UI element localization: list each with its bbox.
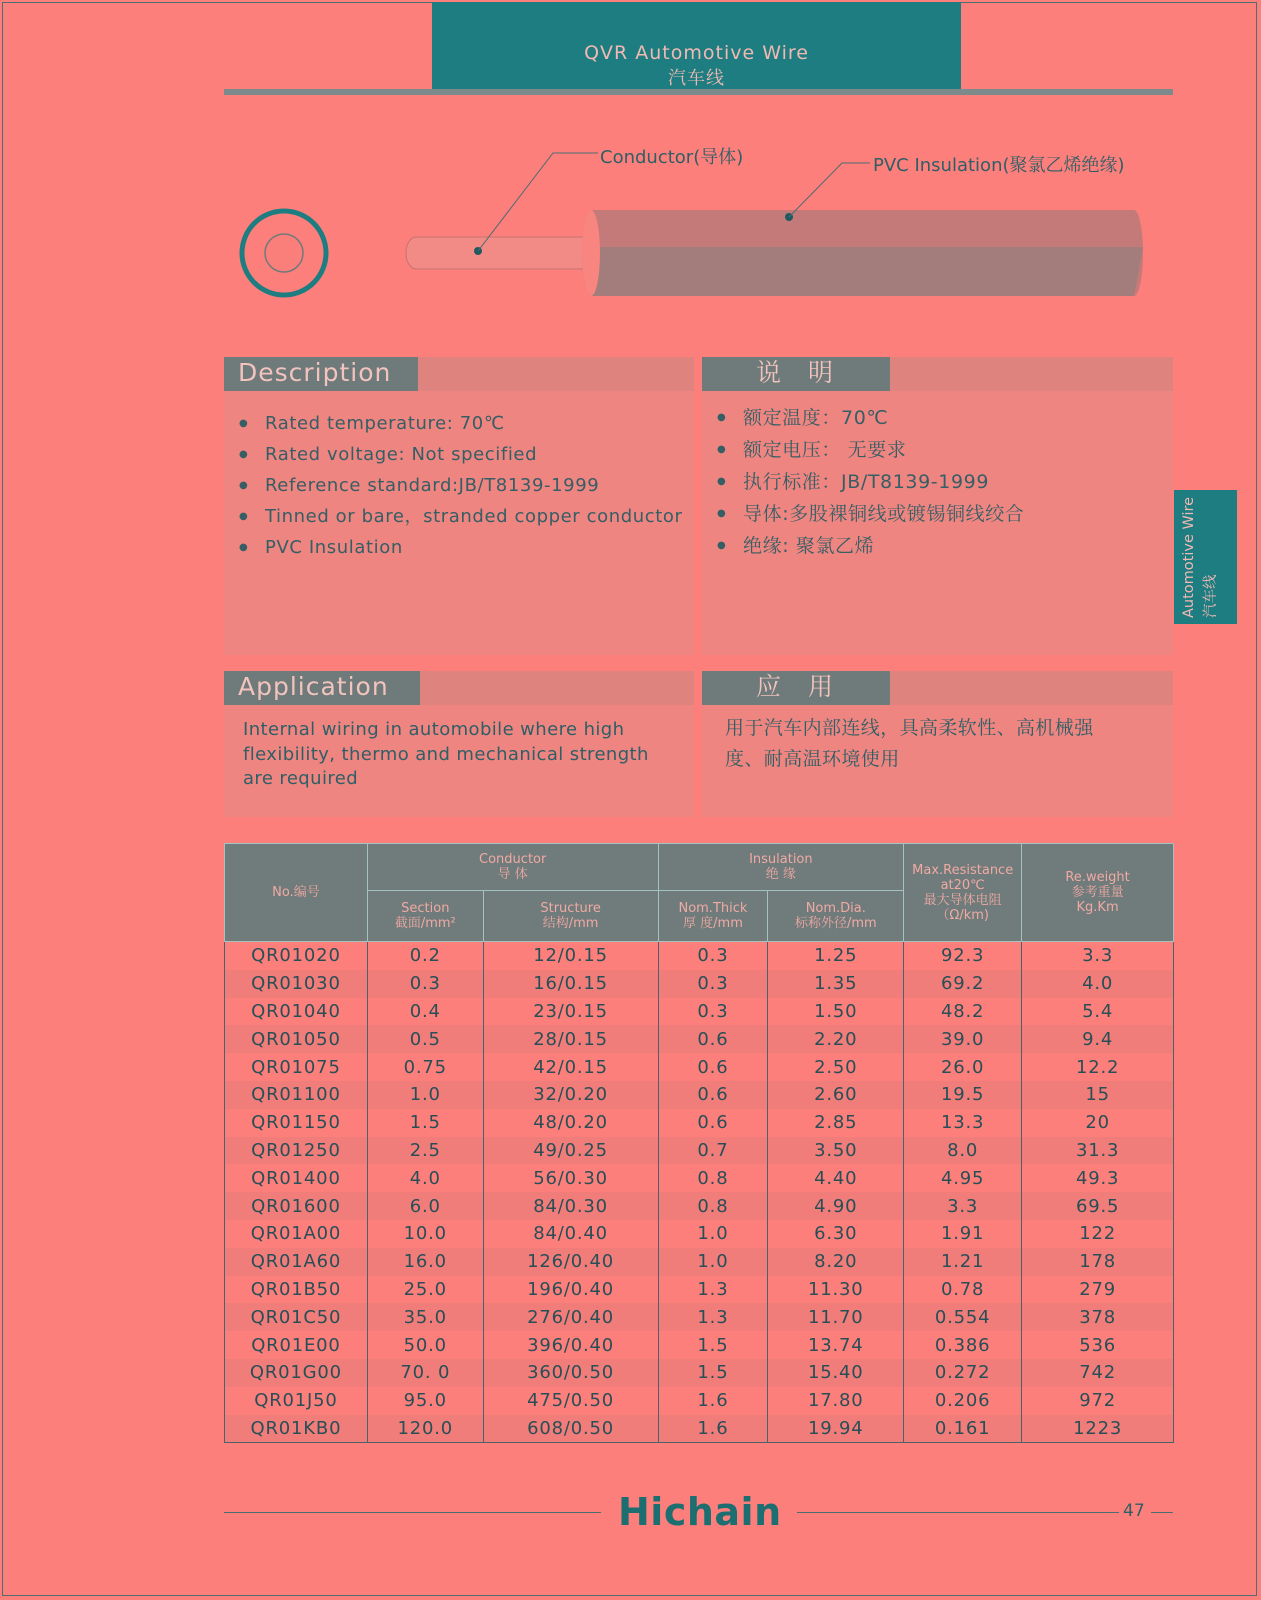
header-conductor	[367, 844, 658, 891]
cell-section: 1.5	[367, 1109, 483, 1137]
cell-dia: 2.50	[768, 1053, 904, 1081]
cell-section: 120.0	[367, 1415, 483, 1443]
cell-thick: 0.6	[658, 1109, 768, 1137]
header-thick-en: Nom.Thick	[678, 901, 748, 916]
cell-section: 16.0	[367, 1248, 483, 1276]
cell-thick: 0.3	[658, 970, 768, 998]
conductor-label: Conductor(导体)	[600, 147, 744, 168]
header-no: No.编号	[225, 844, 368, 942]
cell-section: 6.0	[367, 1192, 483, 1220]
cell-no: QR01J50	[225, 1387, 368, 1415]
cell-dia: 4.40	[768, 1164, 904, 1192]
header-resistance-en: Max.Resistance	[912, 862, 1014, 878]
cell-weight: 69.5	[1022, 1192, 1174, 1220]
insulation-shadow	[582, 247, 1143, 296]
cell-no: QR01250	[225, 1137, 368, 1165]
cell-no: QR01B50	[225, 1276, 368, 1304]
cell-structure: 126/0.40	[483, 1248, 658, 1276]
cell-dia: 11.70	[768, 1303, 904, 1331]
cell-thick: 0.3	[658, 942, 768, 970]
description-cn-panel	[702, 357, 1173, 655]
table-row	[225, 942, 1174, 970]
cell-no: QR01A00	[225, 1220, 368, 1248]
cell-resistance: 4.95	[904, 1164, 1022, 1192]
cell-no: QR01100	[225, 1081, 368, 1109]
header-structure-cn: 结构/mm	[542, 916, 599, 931]
table-row	[225, 1192, 1174, 1220]
cell-resistance: 1.21	[904, 1248, 1022, 1276]
cell-section: 0.2	[367, 942, 483, 970]
header-insulation-en: Insulation	[749, 852, 813, 867]
header-dia	[768, 891, 904, 942]
header-insulation	[658, 844, 904, 891]
cell-resistance: 0.78	[904, 1276, 1022, 1304]
header-section-cn: 截面/mm²	[394, 916, 456, 931]
cell-thick: 0.6	[658, 1081, 768, 1109]
cell-weight: 279	[1022, 1276, 1174, 1304]
header-weight-en: Re.weight	[1065, 870, 1130, 885]
cell-resistance: 0.206	[904, 1387, 1022, 1415]
application-en-panel	[224, 671, 694, 817]
cell-structure: 56/0.30	[483, 1164, 658, 1192]
table-row	[225, 998, 1174, 1026]
cell-section: 1.0	[367, 1081, 483, 1109]
footer-rule-left	[224, 1512, 601, 1513]
cell-structure: 608/0.50	[483, 1415, 658, 1443]
insulation-leader-line	[789, 163, 870, 217]
footer-rule-right	[797, 1512, 1119, 1513]
application-cn-text: 用于汽车内部连线，具高柔软性、高机械强度、耐高温环境使用	[725, 717, 1094, 770]
brand-logo: Hichain	[618, 1490, 782, 1534]
description-en-list	[239, 408, 683, 563]
list-item: ● Tinned or bare，stranded copper conductor	[239, 501, 683, 532]
cell-dia: 13.74	[768, 1331, 904, 1359]
table-row	[225, 1387, 1174, 1415]
side-tab-en: Automotive Wire	[1181, 496, 1197, 618]
cell-dia: 19.94	[768, 1415, 904, 1443]
cell-resistance: 26.0	[904, 1053, 1022, 1081]
cell-thick: 0.6	[658, 1025, 768, 1053]
cell-dia: 2.20	[768, 1025, 904, 1053]
application-en-header	[224, 671, 694, 705]
table-row	[225, 1164, 1174, 1192]
cell-resistance: 0.161	[904, 1415, 1022, 1443]
header-resistance	[904, 844, 1022, 942]
cell-thick: 1.5	[658, 1359, 768, 1387]
cell-dia: 6.30	[768, 1220, 904, 1248]
cell-structure: 196/0.40	[483, 1276, 658, 1304]
cell-no: QR01020	[225, 942, 368, 970]
application-en-text: Internal wiring in automobile where high flexibility, thermo and mechanical strength are required	[243, 719, 649, 789]
header-conductor-en: Conductor	[479, 852, 547, 867]
header-thick-cn: 厚 度/mm	[683, 916, 743, 931]
cell-weight: 378	[1022, 1303, 1174, 1331]
cell-resistance: 13.3	[904, 1109, 1022, 1137]
cell-structure: 12/0.15	[483, 942, 658, 970]
cell-dia: 1.25	[768, 942, 904, 970]
cell-weight: 178	[1022, 1248, 1174, 1276]
cell-section: 70. 0	[367, 1359, 483, 1387]
side-tab	[1174, 490, 1237, 624]
header-weight	[1022, 844, 1174, 942]
cell-resistance: 3.3	[904, 1192, 1022, 1220]
header-resistance-cn: 最大导体电阻	[923, 892, 1002, 908]
cell-no: QR01400	[225, 1164, 368, 1192]
cell-structure: 23/0.15	[483, 998, 658, 1026]
cell-structure: 16/0.15	[483, 970, 658, 998]
cell-no: QR01KB0	[225, 1415, 368, 1443]
cell-thick: 0.6	[658, 1053, 768, 1081]
cell-dia: 2.60	[768, 1081, 904, 1109]
application-en-title: Application	[224, 671, 420, 705]
table-row	[225, 1303, 1174, 1331]
cell-no: QR01040	[225, 998, 368, 1026]
wire-cross-section-core	[265, 234, 303, 272]
header-dia-en: Nom.Dia.	[805, 901, 866, 916]
cell-no: QR01G00	[225, 1359, 368, 1387]
description-cn-header	[702, 357, 1173, 391]
cell-dia: 8.20	[768, 1248, 904, 1276]
cell-weight: 4.0	[1022, 970, 1174, 998]
header-weight-cn: 参考重量	[1071, 885, 1124, 900]
table-row	[225, 1415, 1174, 1443]
header-title-cn: 汽车线	[668, 68, 725, 89]
cell-weight: 9.4	[1022, 1025, 1174, 1053]
cell-resistance: 8.0	[904, 1137, 1022, 1165]
spec-table	[224, 843, 1174, 1443]
table-row	[225, 1331, 1174, 1359]
cell-structure: 49/0.25	[483, 1137, 658, 1165]
header-insulation-cn: 绝 缘	[765, 867, 796, 882]
cell-thick: 1.0	[658, 1248, 768, 1276]
cell-resistance: 0.554	[904, 1303, 1022, 1331]
header-resistance-at: at20℃	[940, 877, 985, 893]
list-item: ● 额定电压： 无要求	[717, 434, 1024, 466]
cell-weight: 12.2	[1022, 1053, 1174, 1081]
cell-structure: 28/0.15	[483, 1025, 658, 1053]
cell-thick: 1.6	[658, 1387, 768, 1415]
cell-dia: 4.90	[768, 1192, 904, 1220]
cell-section: 25.0	[367, 1276, 483, 1304]
cell-no: QR01600	[225, 1192, 368, 1220]
cell-resistance: 48.2	[904, 998, 1022, 1026]
header-resistance-unit: （Ω/km)	[936, 907, 989, 923]
cell-weight: 122	[1022, 1220, 1174, 1248]
table-row	[225, 1081, 1174, 1109]
cell-section: 95.0	[367, 1387, 483, 1415]
cell-section: 0.75	[367, 1053, 483, 1081]
application-cn-panel	[702, 671, 1173, 817]
cell-thick: 1.6	[658, 1415, 768, 1443]
cell-resistance: 0.272	[904, 1359, 1022, 1387]
cell-structure: 84/0.40	[483, 1220, 658, 1248]
cell-weight: 49.3	[1022, 1164, 1174, 1192]
description-en-header	[224, 357, 694, 391]
cell-resistance: 92.3	[904, 942, 1022, 970]
cell-thick: 0.7	[658, 1137, 768, 1165]
table-row	[225, 1359, 1174, 1387]
cell-structure: 42/0.15	[483, 1053, 658, 1081]
cell-thick: 1.3	[658, 1276, 768, 1304]
cell-weight: 20	[1022, 1109, 1174, 1137]
side-tab-text	[1178, 488, 1222, 618]
table-row	[225, 1053, 1174, 1081]
cell-thick: 0.8	[658, 1164, 768, 1192]
cell-weight: 1223	[1022, 1415, 1174, 1443]
table-row	[225, 1137, 1174, 1165]
header-structure-en: Structure	[540, 901, 601, 916]
table-row	[225, 970, 1174, 998]
header-section	[367, 891, 483, 942]
header-title-en: QVR Automotive Wire	[584, 42, 809, 64]
cell-weight: 5.4	[1022, 998, 1174, 1026]
conductor-leader-line	[478, 153, 598, 251]
spec-table-body	[225, 942, 1174, 1443]
insulation-label: PVC Insulation(聚氯乙烯绝缘)	[873, 155, 1125, 176]
table-row	[225, 1276, 1174, 1304]
cell-section: 10.0	[367, 1220, 483, 1248]
table-row	[225, 1220, 1174, 1248]
cell-structure: 32/0.20	[483, 1081, 658, 1109]
cell-no: QR01075	[225, 1053, 368, 1081]
header-structure	[483, 891, 658, 942]
cell-section: 0.3	[367, 970, 483, 998]
cell-structure: 48/0.20	[483, 1109, 658, 1137]
header-dia-cn: 标称外径/mm	[794, 916, 877, 931]
cell-structure: 475/0.50	[483, 1387, 658, 1415]
cell-dia: 1.50	[768, 998, 904, 1026]
list-item: ● Reference standard:JB/T8139-1999	[239, 470, 683, 501]
cell-weight: 3.3	[1022, 942, 1174, 970]
cell-section: 4.0	[367, 1164, 483, 1192]
cell-structure: 84/0.30	[483, 1192, 658, 1220]
cell-resistance: 19.5	[904, 1081, 1022, 1109]
conductor-core-shape	[406, 237, 596, 269]
cell-structure: 276/0.40	[483, 1303, 658, 1331]
table-row	[225, 1025, 1174, 1053]
list-item: ● 执行标准：JB/T8139-1999	[717, 466, 1024, 498]
cell-weight: 31.3	[1022, 1137, 1174, 1165]
cell-section: 0.5	[367, 1025, 483, 1053]
table-row	[225, 1109, 1174, 1137]
cell-thick: 0.3	[658, 998, 768, 1026]
cell-section: 35.0	[367, 1303, 483, 1331]
cell-section: 0.4	[367, 998, 483, 1026]
cell-weight: 536	[1022, 1331, 1174, 1359]
list-item: ● 绝缘: 聚氯乙烯	[717, 530, 1024, 562]
cell-resistance: 69.2	[904, 970, 1022, 998]
footer-rule-end	[1151, 1512, 1173, 1513]
cell-thick: 1.5	[658, 1331, 768, 1359]
header-conductor-cn: 导 体	[497, 867, 528, 882]
cell-dia: 3.50	[768, 1137, 904, 1165]
list-item: ● Rated voltage: Not specified	[239, 439, 683, 470]
cell-no: QR01050	[225, 1025, 368, 1053]
page-number: 47	[1123, 1501, 1145, 1521]
cell-structure: 360/0.50	[483, 1359, 658, 1387]
cell-thick: 1.0	[658, 1220, 768, 1248]
cell-resistance: 1.91	[904, 1220, 1022, 1248]
cell-no: QR01150	[225, 1109, 368, 1137]
cell-no: QR01A60	[225, 1248, 368, 1276]
cell-dia: 11.30	[768, 1276, 904, 1304]
list-item: ● Rated temperature: 70℃	[239, 408, 683, 439]
cell-dia: 2.85	[768, 1109, 904, 1137]
list-item: ● PVC Insulation	[239, 532, 683, 563]
description-en-title: Description	[224, 357, 418, 391]
cell-thick: 1.3	[658, 1303, 768, 1331]
cell-resistance: 39.0	[904, 1025, 1022, 1053]
application-cn-header	[702, 671, 1173, 705]
list-item: ● 额定温度：70℃	[717, 402, 1024, 434]
header-thick	[658, 891, 768, 942]
header-weight-unit: Kg.Km	[1076, 900, 1119, 915]
cell-dia: 17.80	[768, 1387, 904, 1415]
cell-dia: 1.35	[768, 970, 904, 998]
cell-section: 50.0	[367, 1331, 483, 1359]
application-cn-title: 应 用	[702, 671, 890, 705]
cell-no: QR01C50	[225, 1303, 368, 1331]
cell-section: 2.5	[367, 1137, 483, 1165]
description-cn-list	[717, 402, 1024, 562]
cell-structure: 396/0.40	[483, 1331, 658, 1359]
cell-weight: 15	[1022, 1081, 1174, 1109]
insulation-end-face	[582, 210, 600, 296]
cell-dia: 15.40	[768, 1359, 904, 1387]
list-item: ● 导体:多股裸铜线或镀锡铜线绞合	[717, 498, 1024, 530]
header-section-en: Section	[401, 901, 450, 916]
description-en-panel	[224, 357, 694, 655]
cell-resistance: 0.386	[904, 1331, 1022, 1359]
table-row	[225, 1248, 1174, 1276]
cell-thick: 0.8	[658, 1192, 768, 1220]
description-cn-title: 说 明	[702, 357, 890, 391]
cell-no: QR01E00	[225, 1331, 368, 1359]
cell-weight: 742	[1022, 1359, 1174, 1387]
side-tab-cn: 汽车线	[1203, 574, 1219, 618]
cell-weight: 972	[1022, 1387, 1174, 1415]
cell-no: QR01030	[225, 970, 368, 998]
